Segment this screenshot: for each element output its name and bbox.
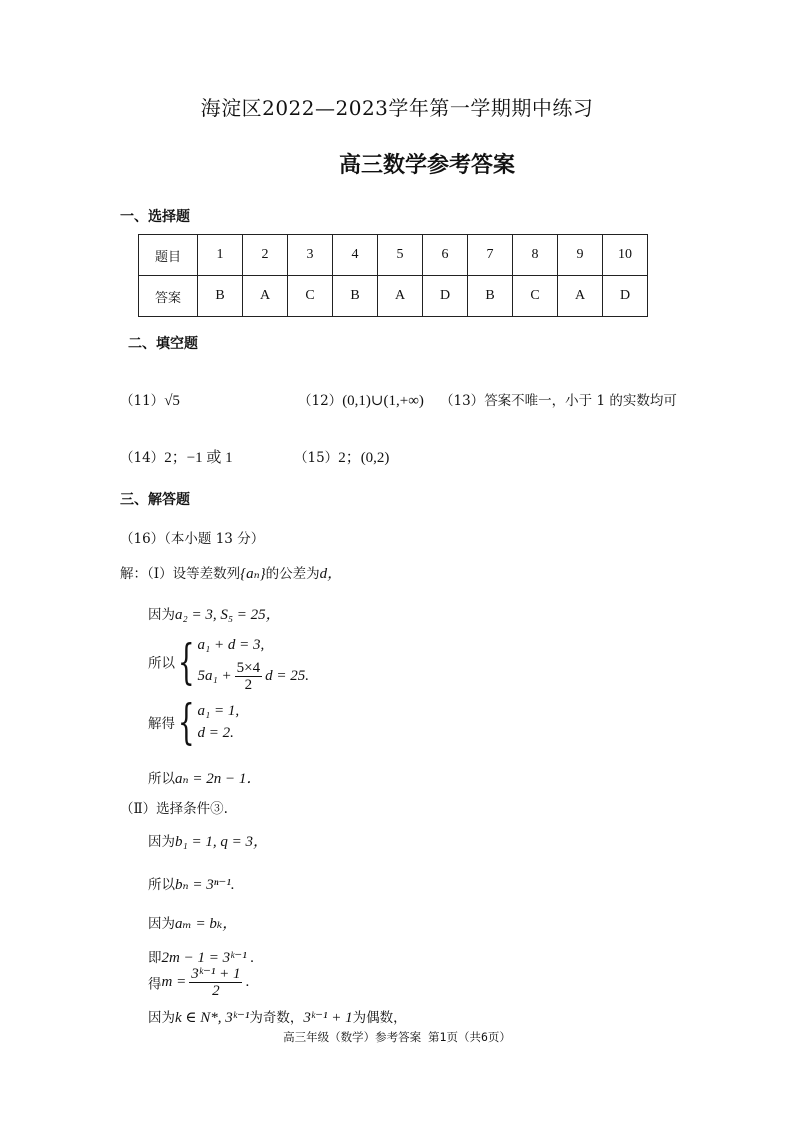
table-cell: A — [243, 276, 288, 317]
table-cell: D — [423, 276, 468, 317]
section-heading-solution: 三、解答题 — [120, 492, 190, 508]
solution-text: 因为 — [148, 607, 175, 623]
fraction-numerator: 5×4 — [236, 660, 261, 676]
table-cell: 5 — [378, 235, 423, 276]
equation: d = 2. — [197, 725, 234, 741]
math-expression: . — [245, 974, 250, 990]
solution-text: 所以 — [148, 877, 175, 893]
question-number: （13） — [440, 393, 485, 409]
table-row-numbers — [139, 235, 648, 276]
equation-system — [198, 700, 240, 744]
answer-value: 答案不唯一，小于 1 的实数均可 — [484, 393, 677, 409]
sequence-symbol: {aₙ} — [240, 566, 266, 582]
answer-value: (0,1)∪(1,+∞) — [342, 393, 424, 409]
table-cell: C — [513, 276, 558, 317]
question-16-title: （16）（本小题 13 分） — [120, 531, 265, 547]
solution-text: 因为 — [148, 1010, 175, 1026]
solution-text: 为偶数， — [352, 1010, 407, 1026]
table-cell: 9 — [558, 235, 603, 276]
section-heading-choice: 一、选择题 — [120, 209, 190, 225]
solution-line-11 — [148, 966, 249, 999]
math-expression: aₘ = bₖ， — [175, 916, 238, 932]
table-cell: D — [603, 276, 648, 317]
solution-line-10 — [148, 946, 254, 967]
math-expression: k ∈ N*, 3ᵏ⁻¹ — [175, 1010, 250, 1026]
solution-text: 的公差为 — [265, 566, 320, 582]
solution-line-3 — [148, 630, 309, 693]
left-brace-icon: { — [177, 694, 195, 750]
solution-text: 因为 — [148, 916, 175, 932]
solution-line-8 — [148, 873, 235, 894]
solution-line-6: （Ⅱ）选择条件③. — [120, 801, 228, 817]
document-subtitle: 高三数学参考答案 — [338, 153, 515, 178]
solution-text: 所以 — [148, 655, 175, 672]
table-cell: 10 — [603, 235, 648, 276]
table-cell: 7 — [468, 235, 513, 276]
solution-line-5 — [148, 767, 261, 788]
solution-text: 所以 — [148, 771, 175, 787]
left-brace-icon: { — [177, 633, 195, 690]
equation-system — [198, 630, 309, 693]
table-cell: B — [468, 276, 513, 317]
table-header-cell: 答案 — [139, 276, 198, 317]
math-expression: a₂ = 3, S₅ = 25， — [175, 607, 281, 623]
table-cell: 4 — [333, 235, 378, 276]
solution-text: 因为 — [148, 834, 175, 850]
solution-line-4 — [148, 694, 240, 750]
fraction-numerator: 3ᵏ⁻¹ + 1 — [191, 966, 241, 982]
answer-15 — [294, 446, 389, 467]
table-cell: 6 — [423, 235, 468, 276]
table-cell: 2 — [243, 235, 288, 276]
solution-line-1 — [120, 562, 342, 583]
equation — [198, 660, 309, 693]
solution-text: 为奇数， — [249, 1010, 304, 1026]
fraction-denominator: 2 — [212, 983, 220, 999]
table-header-cell: 题目 — [139, 235, 198, 276]
table-cell: 8 — [513, 235, 558, 276]
table-cell: 1 — [198, 235, 243, 276]
math-expression: bₙ = 3ⁿ⁻¹. — [175, 877, 235, 893]
question-number: （15） — [294, 450, 339, 466]
equation: a₁ + d = 3, — [197, 637, 265, 653]
answer-value: 2；(0,2) — [338, 450, 390, 466]
equation: a₁ = 1, — [197, 703, 240, 719]
answer-value: √5 — [164, 393, 180, 409]
question-number: （12） — [298, 393, 343, 409]
answer-13 — [440, 389, 677, 409]
answer-12 — [298, 389, 424, 410]
table-cell: A — [378, 276, 423, 317]
solution-line-12 — [148, 1006, 407, 1027]
solution-line-7 — [148, 830, 268, 851]
math-expression: aₙ = 2n − 1． — [175, 771, 262, 787]
answer-table — [138, 234, 648, 317]
document-title: 海淀区2022—2023学年第一学期期中练习 — [200, 96, 594, 120]
solution-text: 即 — [148, 950, 162, 966]
answer-value: 2；−1 或 1 — [164, 450, 233, 466]
solution-line-2 — [148, 603, 281, 624]
solution-line-9 — [148, 912, 237, 933]
math-expression: 3ᵏ⁻¹ + 1 — [303, 1010, 353, 1026]
table-cell: 3 — [288, 235, 333, 276]
math-expression: m = — [161, 974, 187, 990]
table-cell: A — [558, 276, 603, 317]
table-row-answers — [139, 276, 648, 317]
page-footer: 高三年级（数学）参考答案 第1页（共6页） — [283, 1030, 511, 1044]
answer-14 — [120, 446, 233, 467]
table-cell: B — [333, 276, 378, 317]
math-expression: 2m − 1 = 3ᵏ⁻¹ . — [161, 950, 255, 966]
question-number: （14） — [120, 450, 165, 466]
solution-text: 解得 — [148, 716, 175, 732]
solution-text: 解：（Ⅰ）设等差数列 — [120, 566, 241, 582]
fraction-denominator: 2 — [244, 677, 253, 693]
fraction — [235, 660, 262, 693]
section-heading-fill: 二、填空题 — [128, 336, 198, 352]
answer-11 — [120, 389, 180, 410]
math-expression: d = 25. — [265, 668, 309, 684]
math-expression: 5a₁ + — [197, 668, 232, 684]
table-cell: C — [288, 276, 333, 317]
question-number: （11） — [120, 393, 165, 409]
math-expression: d， — [319, 566, 343, 582]
math-expression: b₁ = 1, q = 3， — [175, 834, 268, 850]
fraction — [189, 966, 242, 999]
solution-text: 得 — [148, 976, 162, 993]
table-cell: B — [198, 276, 243, 317]
